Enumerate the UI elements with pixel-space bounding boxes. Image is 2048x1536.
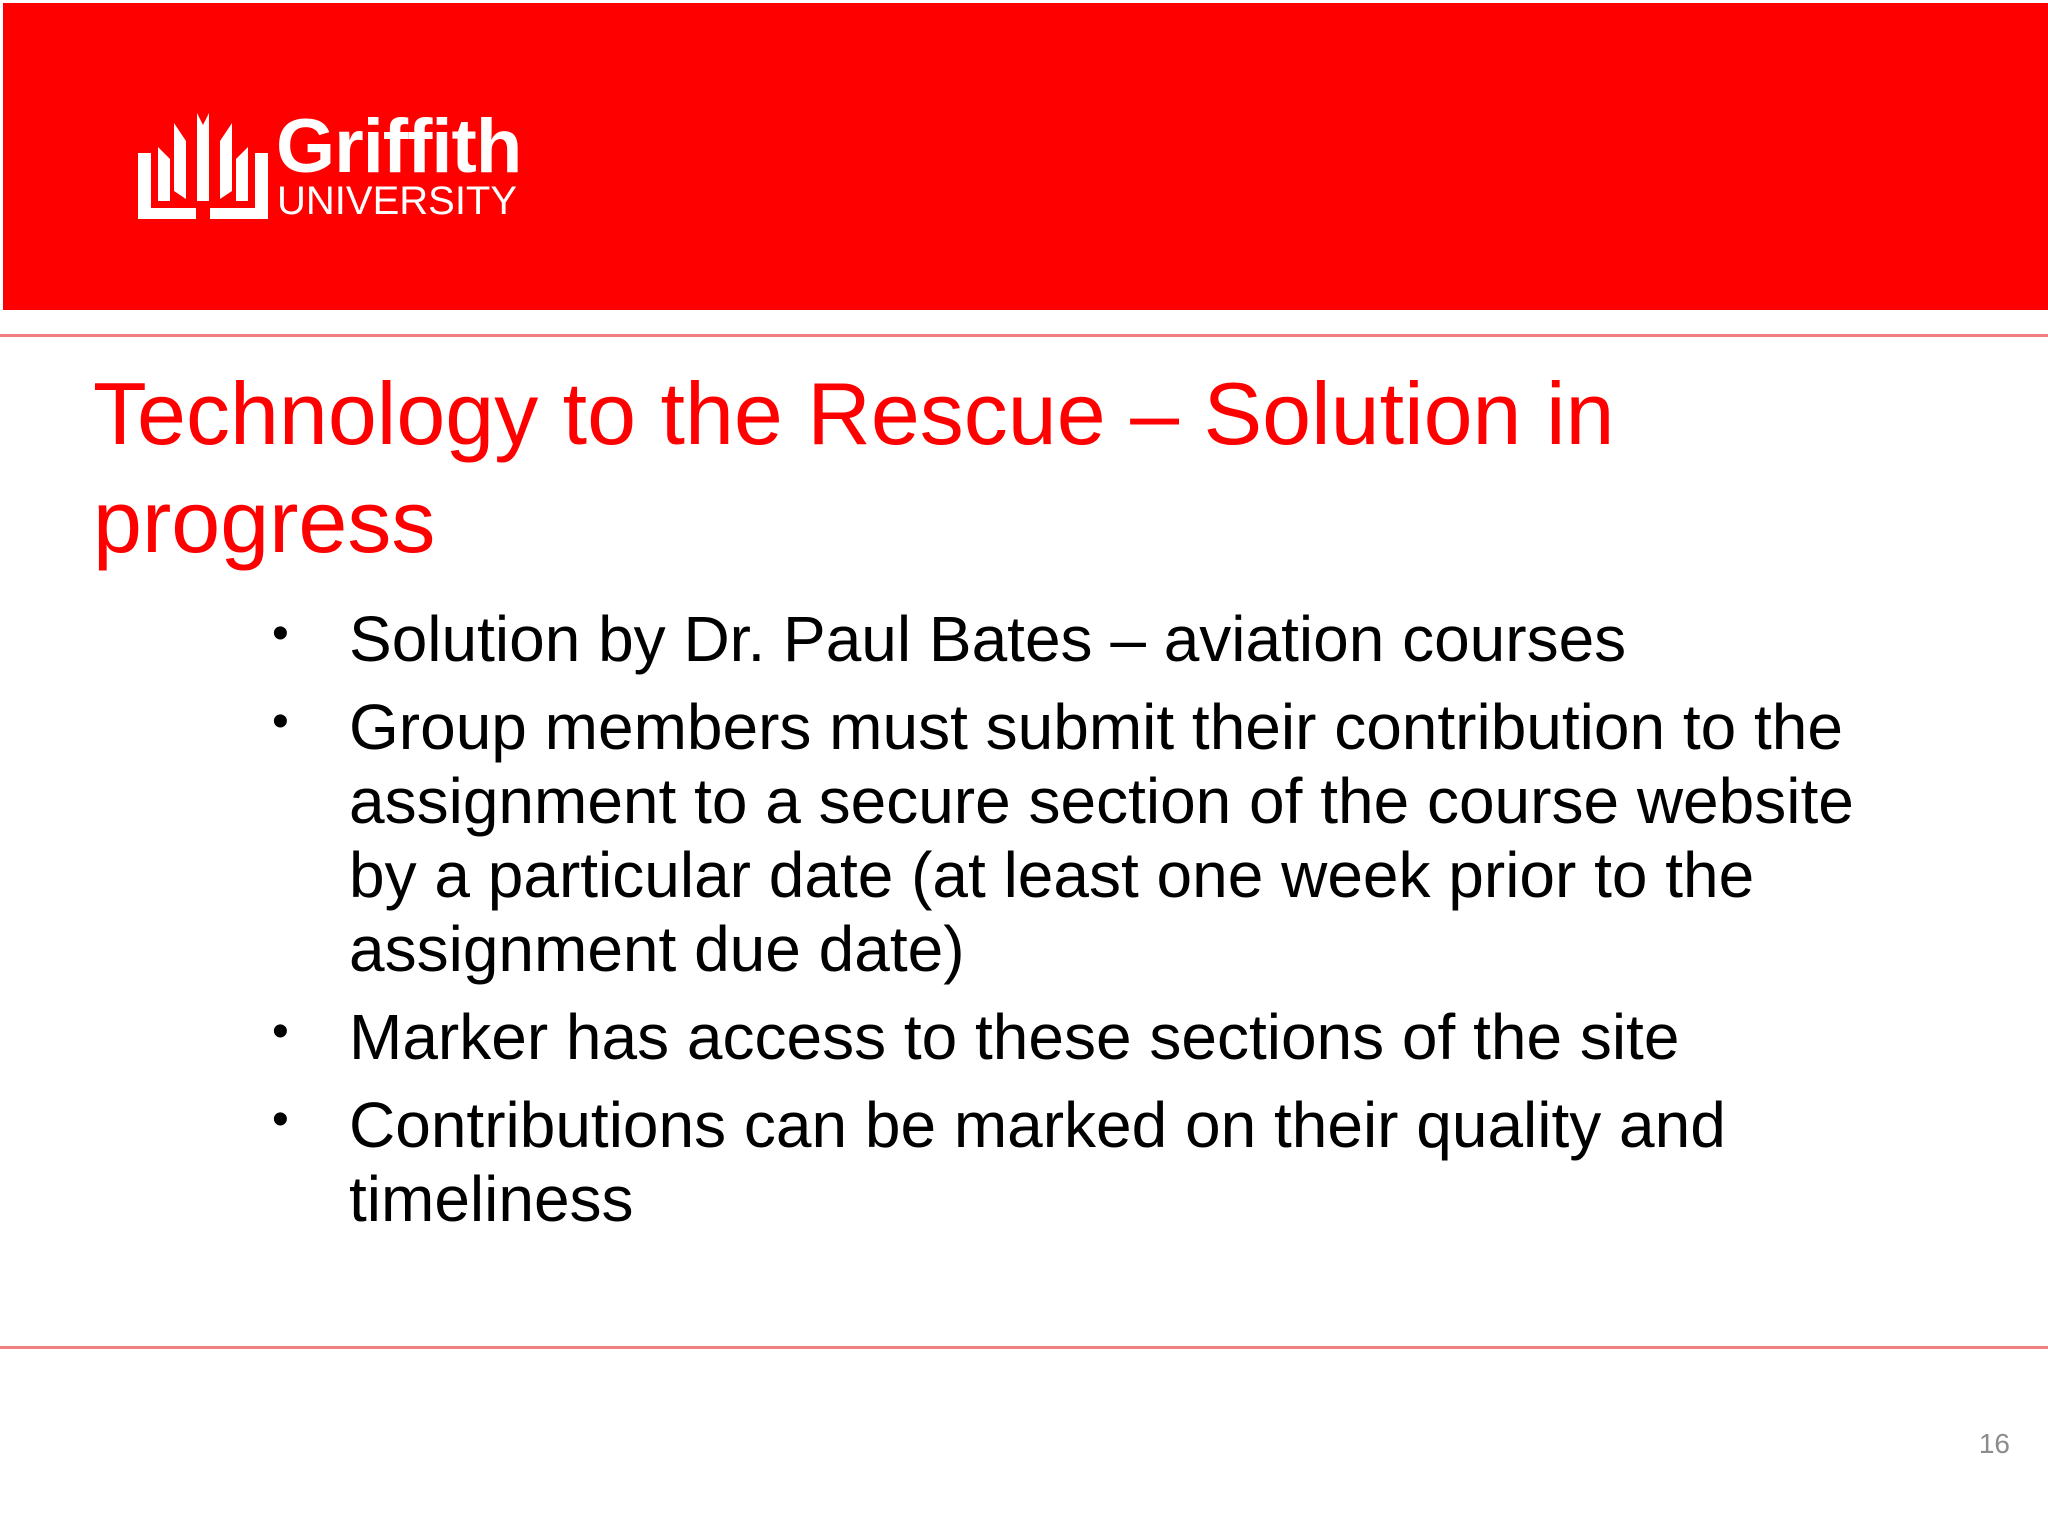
griffith-crest-icon: [138, 113, 268, 219]
page-number: 16: [1978, 1428, 2010, 1459]
slide-title: Technology to the Rescue – Solution in progress: [93, 364, 1615, 571]
bullet-item: [272, 602, 1892, 676]
bullet-item: [272, 1088, 1892, 1236]
bullet-marker: •: [272, 1005, 289, 1058]
bullet-item: [272, 690, 1892, 986]
header-band: [3, 3, 2048, 310]
bullet-text: Marker has access to these sections of the site: [349, 1001, 1680, 1073]
bullet-marker: •: [272, 695, 289, 748]
university-logo: [138, 104, 548, 223]
bullet-text: Group members must submit their contribution to the assignment to a secure section of the course website by a particular date (at least one week prior to the assignment due date): [349, 691, 1854, 985]
top-divider: [0, 334, 2048, 337]
logo-wordmark: Griffith: [276, 104, 522, 189]
bullet-list: [272, 602, 1892, 1250]
bullet-marker: •: [272, 1093, 289, 1146]
bullet-text: Solution by Dr. Paul Bates – aviation courses: [349, 603, 1627, 675]
logo-subtitle: UNIVERSITY: [277, 179, 518, 223]
bullet-marker: •: [272, 607, 289, 660]
bullet-item: [272, 1000, 1892, 1074]
bullet-text: Contributions can be marked on their quality and timeliness: [349, 1089, 1726, 1235]
bottom-divider: [0, 1346, 2048, 1349]
